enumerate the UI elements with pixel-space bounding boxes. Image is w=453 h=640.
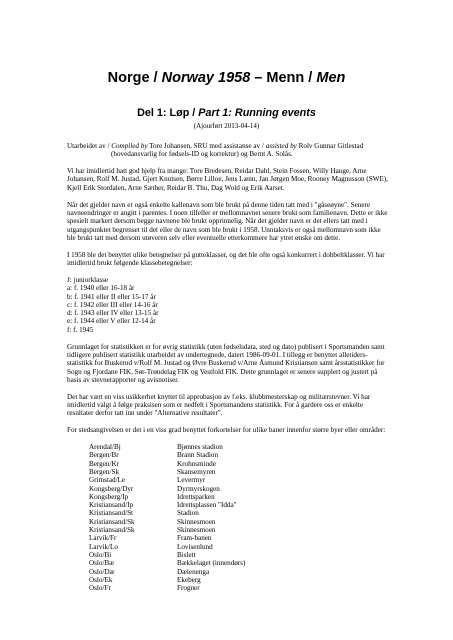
venue-name: Bækkelaget (innendørs) bbox=[177, 559, 246, 568]
venue-code: Larvik/Lo bbox=[89, 542, 118, 551]
venue-code: Oslo/Dæ bbox=[89, 567, 115, 576]
class-list-item: a: f. 1940 eller 16-18 år bbox=[67, 284, 135, 293]
venue-code: Bergen/Br bbox=[89, 451, 119, 460]
venue-code: Arendal/Bj bbox=[89, 443, 121, 452]
classes-intro-paragraph: I 1958 ble det benyttet ulike betegnelser på gutteklasser, og det ble ofte også konkurrert i dobbeltklasser. Vi har imidlertid brukt følgende klassebetegnelser: bbox=[67, 250, 385, 268]
venue-name: Dyrmyrskogen bbox=[177, 484, 220, 493]
subtitle-part: Del 1: Løp / bbox=[137, 107, 199, 119]
credits-paragraph bbox=[67, 142, 390, 159]
venue-name: Levermyr bbox=[177, 476, 206, 485]
class-list-item: J: juniorklasse bbox=[67, 275, 109, 284]
venue-name: Skinnesmoen bbox=[177, 517, 216, 526]
subtitle-part-italic: Part 1: Running events bbox=[198, 107, 316, 119]
sources-paragraph: Grunnlaget for statistikken er for øvrig statistikk (uten fødselsdata, sted og dato) publisert i Sportsmanden samt tidligere publisert statistikk utarbeidet av undertegnede, datert 1986-09-01. I tillegg er benyttet alletiders-statistikk for Buskerud v/Rolf M. Justad og Øvre Buskerud v/Arne Åsmund Kristiansen samt årsstatistikker for Sogn og Fjordane FIK, Sør-Trøndelag FIK og Vestfold FIK. Dette grunnlaget er senere supplert og justert på basis av stevnerapporter og avisnotiser. bbox=[67, 342, 385, 384]
venue-code: Kongsberg/Ip bbox=[89, 492, 129, 501]
thanks-paragraph: Vi har imidlertid hatt god hjelp fra mange: Tore Bredesen, Reidar Dahl, Stein Fossen, Willy Hauge, Arne Johansen, Rolf M. Justad, Gjert Knutsen, Børre Lilloe, Jens Lænn, Jan Jørgen Moe, Rooney Magnusson (SWE), Kjell Erik Stordalen, Arne Sæther, Reidar B. Thu, Dag Wold og Erik Aarset. bbox=[67, 167, 388, 192]
credits-text-italic: Compiled by bbox=[111, 142, 148, 150]
title-part-italic: Norway 1958 bbox=[161, 70, 251, 86]
venue-name: Skansemyren bbox=[177, 467, 216, 476]
class-list-item: c: f. 1942 eller III eller 14-16 år bbox=[67, 300, 158, 309]
venue-name: Bislett bbox=[177, 550, 196, 559]
class-list-item: e: f. 1944 eller V eller 12-14 år bbox=[67, 317, 156, 326]
venues-intro-paragraph: For stedsangivelsen er det i en viss grad benyttet forkortelser for ulike baner innenfor større byer eller områder: bbox=[67, 426, 386, 435]
title-part-italic: Men bbox=[316, 70, 346, 86]
venue-code: Oslo/Fr bbox=[89, 584, 111, 593]
credits-text-italic: assisted by bbox=[265, 142, 297, 150]
venue-name: Idrettsplassen "Idda" bbox=[177, 501, 237, 510]
venue-code: Grimstad/Le bbox=[89, 476, 126, 485]
venue-name: Ekeberg bbox=[177, 575, 201, 584]
venue-code: Oslo/Ek bbox=[89, 575, 113, 584]
venue-code: Kristiansand/St bbox=[89, 509, 134, 518]
class-list bbox=[67, 276, 390, 334]
venue-code: Kristiansand/Ip bbox=[89, 501, 134, 510]
document-body bbox=[67, 142, 390, 592]
venue-name: Idrettsparken bbox=[177, 492, 215, 501]
venue-code: Oslo/Bi bbox=[89, 550, 112, 559]
page-subtitle bbox=[0, 107, 453, 119]
venue-code: Bergen/Kr bbox=[89, 459, 120, 468]
venue-name: Brann Stadion bbox=[177, 451, 219, 460]
class-list-item: b: f. 1941 eller II eller 15-17 år bbox=[67, 292, 156, 301]
credits-text: Rolv Gunnar Gitlestad bbox=[296, 142, 364, 150]
venue-code: Kongsberg/Dyr bbox=[89, 484, 134, 493]
venue-code: Bergen/Sk bbox=[89, 467, 120, 476]
title-part: Norge / bbox=[107, 70, 162, 86]
credits-text: Tore Johansen, SRU med assistanse av / bbox=[147, 142, 266, 150]
class-list-item: f: f. 1945 bbox=[67, 325, 94, 334]
venue-code: Larvik/Fr bbox=[89, 534, 117, 543]
credits-text: Utarbeidet av / bbox=[67, 142, 112, 150]
venue-name: Skinnesmoen bbox=[177, 526, 216, 535]
updated-date: (Ajourført 2013-04-14) bbox=[193, 122, 260, 130]
venue-table bbox=[89, 443, 390, 592]
credits-text: (hovedansvarlig for fødsels-ID og korrektur) og Bernt A. Solås. bbox=[111, 150, 293, 159]
venue-name: Fram-banen bbox=[177, 534, 212, 543]
venue-name: Stadion bbox=[177, 509, 199, 518]
venue-name: Lovisenlund bbox=[177, 542, 213, 551]
venue-name: Frogner bbox=[177, 584, 200, 593]
venue-code: Kristiansand/Sk bbox=[89, 526, 135, 535]
page-title bbox=[0, 70, 453, 86]
names-paragraph: Når det gjelder navn er også enkelte kallenavn som ble brukt på denne tiden tatt med i "gåseøyne". Senere navneendringer er angitt i parentes. I noen tilfeller er mellomnavnet senere brukt som familienavn. Dette er ikke spesielt markert dersom begge navnene ble brukt opprinnelig. Når det gjelder navn er det ellers tatt med i utgangspunktet begrenset til det eller de navn som ble brukt i 1958. Unntaksvis er også mellomnavn som ikke ble brukt tatt med dersom utøveren selv eller eventuelle etterkommere har ytret ønske om dette. bbox=[67, 200, 388, 242]
class-list-item: d: f. 1943 eller IV eller 13-15 år bbox=[67, 309, 159, 318]
venue-name: Bjønnes stadion bbox=[177, 443, 223, 452]
venue-name: Dælenenga bbox=[177, 567, 210, 576]
venue-code: Kristiansand/Sk bbox=[89, 517, 135, 526]
approval-paragraph: Det har vært en viss usikkerhet knyttet til approbasjon av f.eks. klubbmesterskap og militærstevner. Vi har imidlertid valgt å følge praksisen som er nedfelt i Sportsmandens statistikk. For å gardere oss er enkelte resultater derfor tatt inn under "Alternative resultater". bbox=[67, 392, 371, 418]
venue-code: Oslo/Bæ bbox=[89, 559, 114, 568]
title-part: – Menn / bbox=[250, 70, 317, 86]
venue-name: Krohnsminde bbox=[177, 459, 216, 468]
